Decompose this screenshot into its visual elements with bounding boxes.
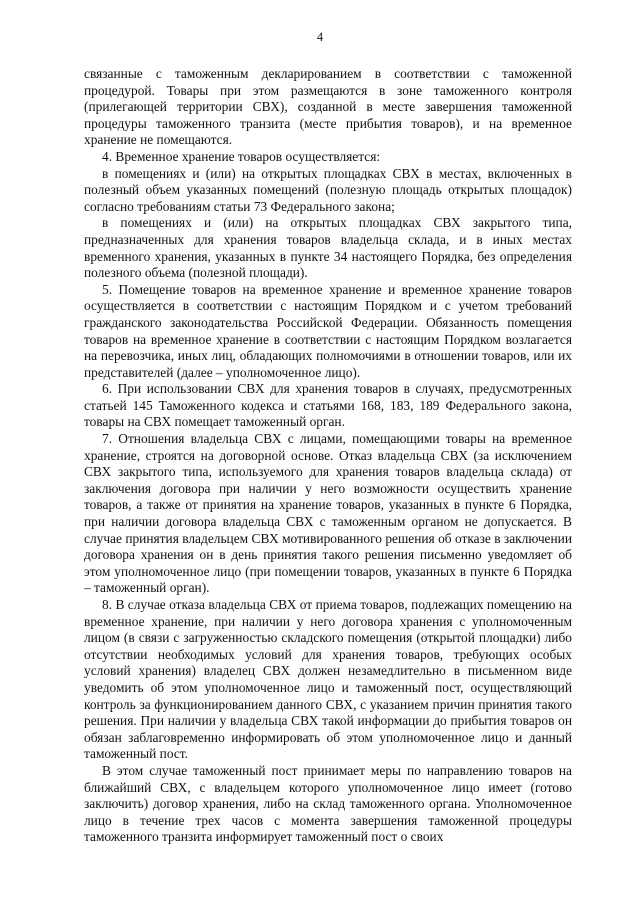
paragraph-4-item-1: в помещениях и (или) на открытых площадках СВХ в местах, включенных в полезный объем указанных помещений (полезную площадь открытых площадок) согласно требованиям статьи 73 Федерального закона; [84, 165, 572, 214]
paragraph-8-continuation: В этом случае таможенный пост принимает меры по направлению товаров на ближайший СВХ, с владельцем которого уполномоченное лицо имеет (готово заключить) договор хранения, либо на склад таможенного органа. Уполномоченное лицо в течение трех часов с момента завершения таможенной процедуры таможенного транзита информирует таможенный пост о своих [84, 762, 572, 845]
document-body [84, 66, 572, 846]
paragraph-5: 5. Помещение товаров на временное хранение и временное хранение товаров осуществляется в соответствии с настоящим Порядком и с учетом требований гражданского законодательства Российской Федерации. Обязанность помещения товаров на временное хранение в соответствии с настоящим Порядком возлагается на перевозчика, иных лиц, обладающих полномочиями в отношении товаров, или их представителей (далее – уполномоченное лицо). [84, 281, 572, 380]
paragraph-4-item-2: в помещениях и (или) на открытых площадках СВХ закрытого типа, предназначенных для хранения товаров владельца склада, и в иных местах временного хранения, указанных в пункте 34 настоящего Порядка, без определения полезного объема (полезной площади). [84, 215, 572, 281]
paragraph-7: 7. Отношения владельца СВХ с лицами, помещающими товары на временное хранение, строятся на договорной основе. Отказ владельца СВХ (за исключением СВХ закрытого типа, используемого для хранения товаров владельца склада) от заключения договора при наличии у него возможности осуществить хранение товаров, а также от принятия на хранение товаров, указанных в пункте 6 Порядка, при наличии договора владельца СВХ с таможенным органом не допускается. В случае принятия владельцем СВХ мотивированного решения об отказе в заключении договора хранения он в день принятия такого решения письменно уведомляет об этом уполномоченное лицо (при помещении товаров, указанных в пункте 6 Порядка – таможенный орган). [84, 431, 572, 596]
paragraph-8: 8. В случае отказа владельца СВХ от приема товаров, подлежащих помещению на временное хранение, при наличии у него договора хранения с уполномоченным лицом (в связи с загруженностью складского помещения (открытой площадки) либо отсутствии необходимых условий для хранения товаров, требующих особых условий хранения) владелец СВХ должен незамедлительно в письменном виде уведомить об этом уполномоченное лицо и таможенный пост, осуществляющий контроль за функционированием данного СВХ, с указанием причин принятия такого решения. При наличии у владельца СВХ такой информации до прибытия товаров он обязан заблаговременно информировать об этом уполномоченное лицо и данный таможенный пост. [84, 597, 572, 762]
paragraph-4-heading: 4. Временное хранение товаров осуществляется: [102, 148, 381, 164]
page-number: 4 [316, 30, 324, 44]
paragraph-continuation: связанные с таможенным декларированием в соответствии с таможенной процедурой. Товары при этом размещаются в зоне таможенного контроля (прилегающей территории СВХ), созданной в месте завершения таможенной процедуры таможенного транзита (месте прибытия товаров), и на временное хранение не помещаются. [84, 66, 572, 148]
paragraph-6: 6. При использовании СВХ для хранения товаров в случаях, предусмотренных статьей 145 Таможенного кодекса и статьями 168, 183, 189 Федерального закона, товары на СВХ помещает таможенный орган. [84, 381, 572, 430]
